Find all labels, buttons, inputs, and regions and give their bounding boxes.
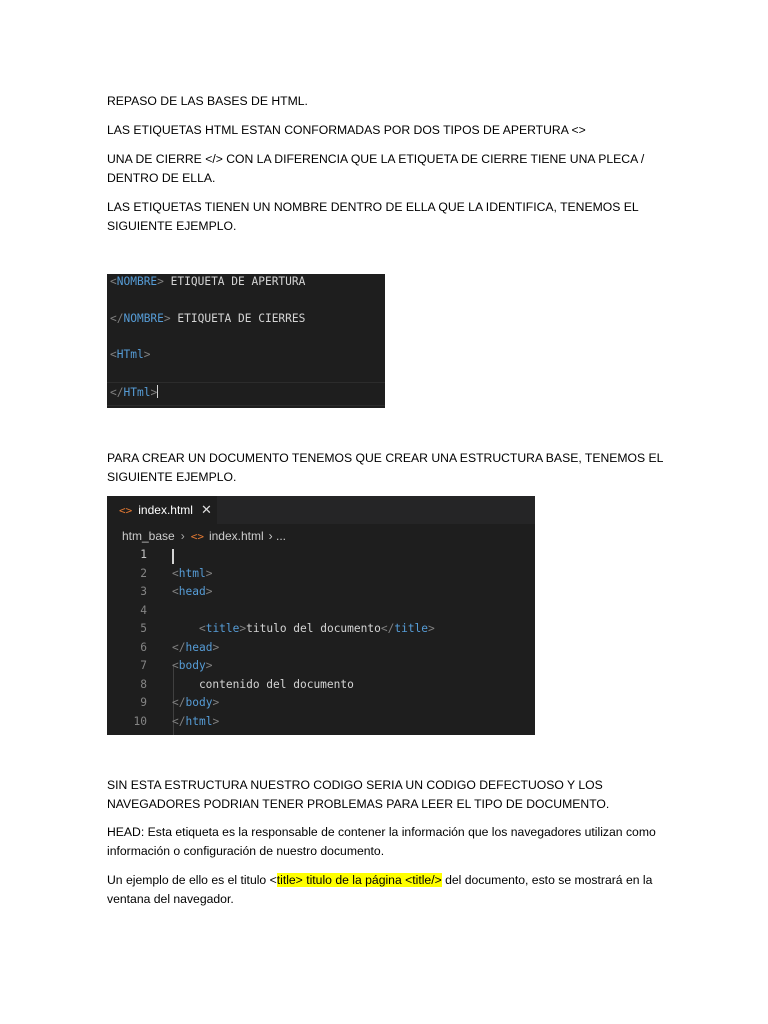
line-number: 10 <box>133 714 147 728</box>
code-snippet-tags <box>107 274 385 408</box>
editor-line <box>107 641 535 660</box>
editor-line <box>107 567 535 586</box>
editor-line <box>107 715 535 734</box>
code-line: </NOMBRE> ETIQUETA DE CIERRES <box>110 312 306 325</box>
close-icon: ✕ <box>200 502 212 517</box>
line-code: </body> <box>172 696 220 709</box>
line-number: 6 <box>140 640 147 654</box>
line-code: </head> <box>172 640 220 654</box>
line-code: <head> <box>172 585 213 598</box>
editor-line <box>107 696 535 715</box>
editor-line <box>107 548 535 567</box>
paragraph-nombre: LAS ETIQUETAS TIENEN UN NOMBRE DENTRO DE ELLA QUE LA IDENTIFICA, TENEMOS EL SIGUIENTE EJEMPLO. <box>107 200 639 233</box>
paragraph-estructura: PARA CREAR UN DOCUMENTO TENEMOS QUE CREAR UNA ESTRUCTURA BASE, TENEMOS EL SIGUIENTE EJEMPLO. <box>107 451 663 484</box>
editor-line <box>107 678 535 697</box>
line-number: 8 <box>140 677 147 691</box>
line-number: 7 <box>140 659 147 672</box>
breadcrumb-folder: htm_base <box>122 529 175 543</box>
line-number: 1 <box>140 548 147 561</box>
editor-line <box>107 585 535 604</box>
html-file-icon: <> <box>190 529 204 543</box>
line-number: 4 <box>140 603 147 617</box>
code-line: </HTml> <box>110 386 158 399</box>
line-code: <body> <box>172 659 213 672</box>
line-code: <html> <box>172 566 213 580</box>
text-cursor <box>172 549 174 564</box>
breadcrumb-more: › ... <box>268 529 286 543</box>
paragraph-apertura: LAS ETIQUETAS HTML ESTAN CONFORMADAS POR DOS TIPOS DE APERTURA <> <box>107 123 586 137</box>
text-segment: Un ejemplo de ello es el titulo < <box>107 873 277 887</box>
highlighted-text: title> titulo de la página <title/> <box>276 873 442 887</box>
tab-index-html <box>107 496 217 524</box>
code-line: <NOMBRE> ETIQUETA DE APERTURA <box>110 275 306 288</box>
code-line: <HTml> <box>110 348 151 361</box>
line-number: 3 <box>140 585 147 598</box>
editor-line <box>107 622 535 641</box>
text-segment: del documento, esto se mostrará en la ventana del navegador. <box>107 873 653 906</box>
paragraph-sin-estructura: SIN ESTA ESTRUCTURA NUESTRO CODIGO SERIA UN CODIGO DEFECTUOSO Y LOS NAVEGADORES PODRIAN TENER PROBLEMAS PARA LEER EL TIPO DE DOCUMENTO. <box>107 778 610 811</box>
text-cursor <box>157 385 158 398</box>
chevron-right-icon: › <box>180 529 185 543</box>
breadcrumb <box>122 529 286 543</box>
heading-repaso: REPASO DE LAS BASES DE HTML. <box>107 94 308 108</box>
line-code: </html> <box>172 714 220 728</box>
tab-label: index.html <box>138 503 193 517</box>
line-code: contenido del documento <box>172 677 354 691</box>
breadcrumb-file: index.html <box>208 529 264 543</box>
editor-tab-bar <box>107 496 535 524</box>
paragraph-title-example <box>107 871 667 909</box>
editor-line <box>107 659 535 678</box>
line-number: 2 <box>140 566 147 580</box>
line-code: <title>titulo del documento</title> <box>198 622 435 635</box>
editor-line <box>107 604 535 623</box>
code-editor-screenshot <box>107 496 535 735</box>
line-number: 9 <box>140 696 147 709</box>
paragraph-cierre: UNA DE CIERRE </> CON LA DIFERENCIA QUE LA ETIQUETA DE CIERRE TIENE UNA PLECA / DENTRO DE ELLA. <box>107 152 645 185</box>
line-number: 5 <box>140 622 147 635</box>
html-file-icon: <> <box>119 503 133 517</box>
paragraph-head: HEAD: Esta etiqueta es la responsable de contener la información que los navegadores utilizan como información o configuración de nuestro documento. <box>107 825 656 858</box>
